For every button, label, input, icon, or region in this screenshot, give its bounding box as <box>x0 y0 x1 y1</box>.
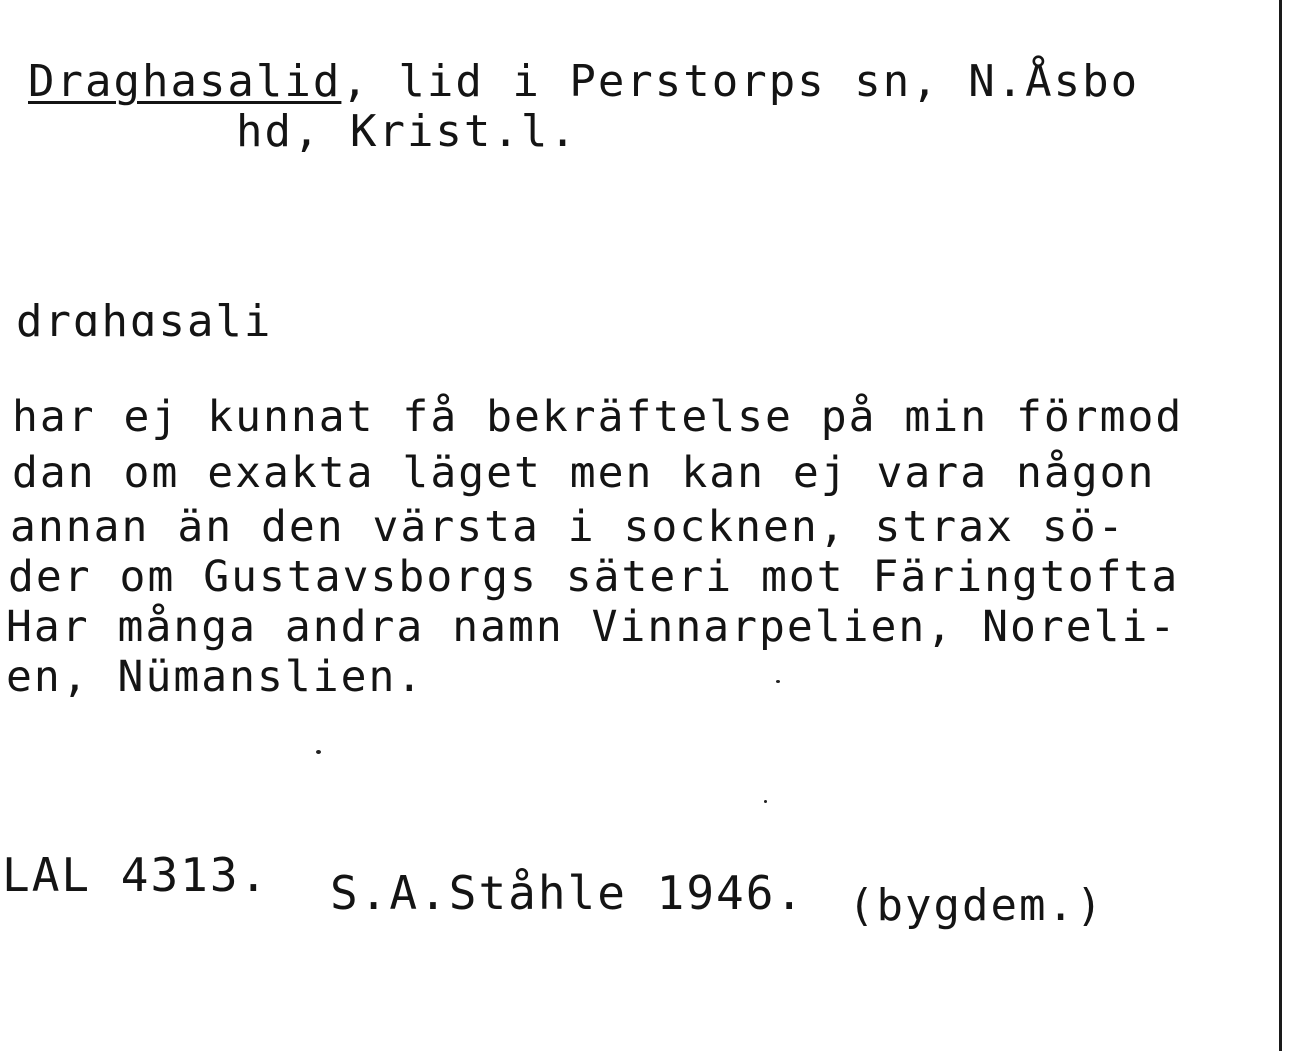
footer-reference: LAL 4313. <box>2 848 270 902</box>
header-location: , lid i Perstorps sn, N.Åsbo <box>341 56 1140 107</box>
card-edge-line <box>1279 0 1282 1051</box>
body-line-5: Har många andra namn Vinnarpelien, Noreli- <box>6 602 1178 652</box>
body-line-4: der om Gustavsborgs säteri mot Färingtofta <box>8 552 1180 602</box>
body-line-6: en, Nümanslien. <box>6 652 425 702</box>
body-line-3: annan än den värsta i socknen, strax sö- <box>10 502 1126 552</box>
footer-note: (bygdem.) <box>848 880 1105 931</box>
headword: Draghasalid <box>28 56 342 107</box>
pronunciation: drɑhɑsali <box>16 296 273 347</box>
card-header-line-2: hd, Krist.l. <box>236 106 578 157</box>
body-line-1: har ej kunnat få bekräftelse på min förmod <box>12 392 1184 442</box>
ink-speck <box>764 800 767 803</box>
body-line-2: dan om exakta läget men kan ej vara någon <box>12 448 1156 498</box>
ink-speck <box>776 680 780 683</box>
footer-author: S.A.Ståhle 1946. <box>330 866 806 920</box>
card-header-line-1 <box>28 56 1140 107</box>
ink-speck <box>316 750 321 754</box>
